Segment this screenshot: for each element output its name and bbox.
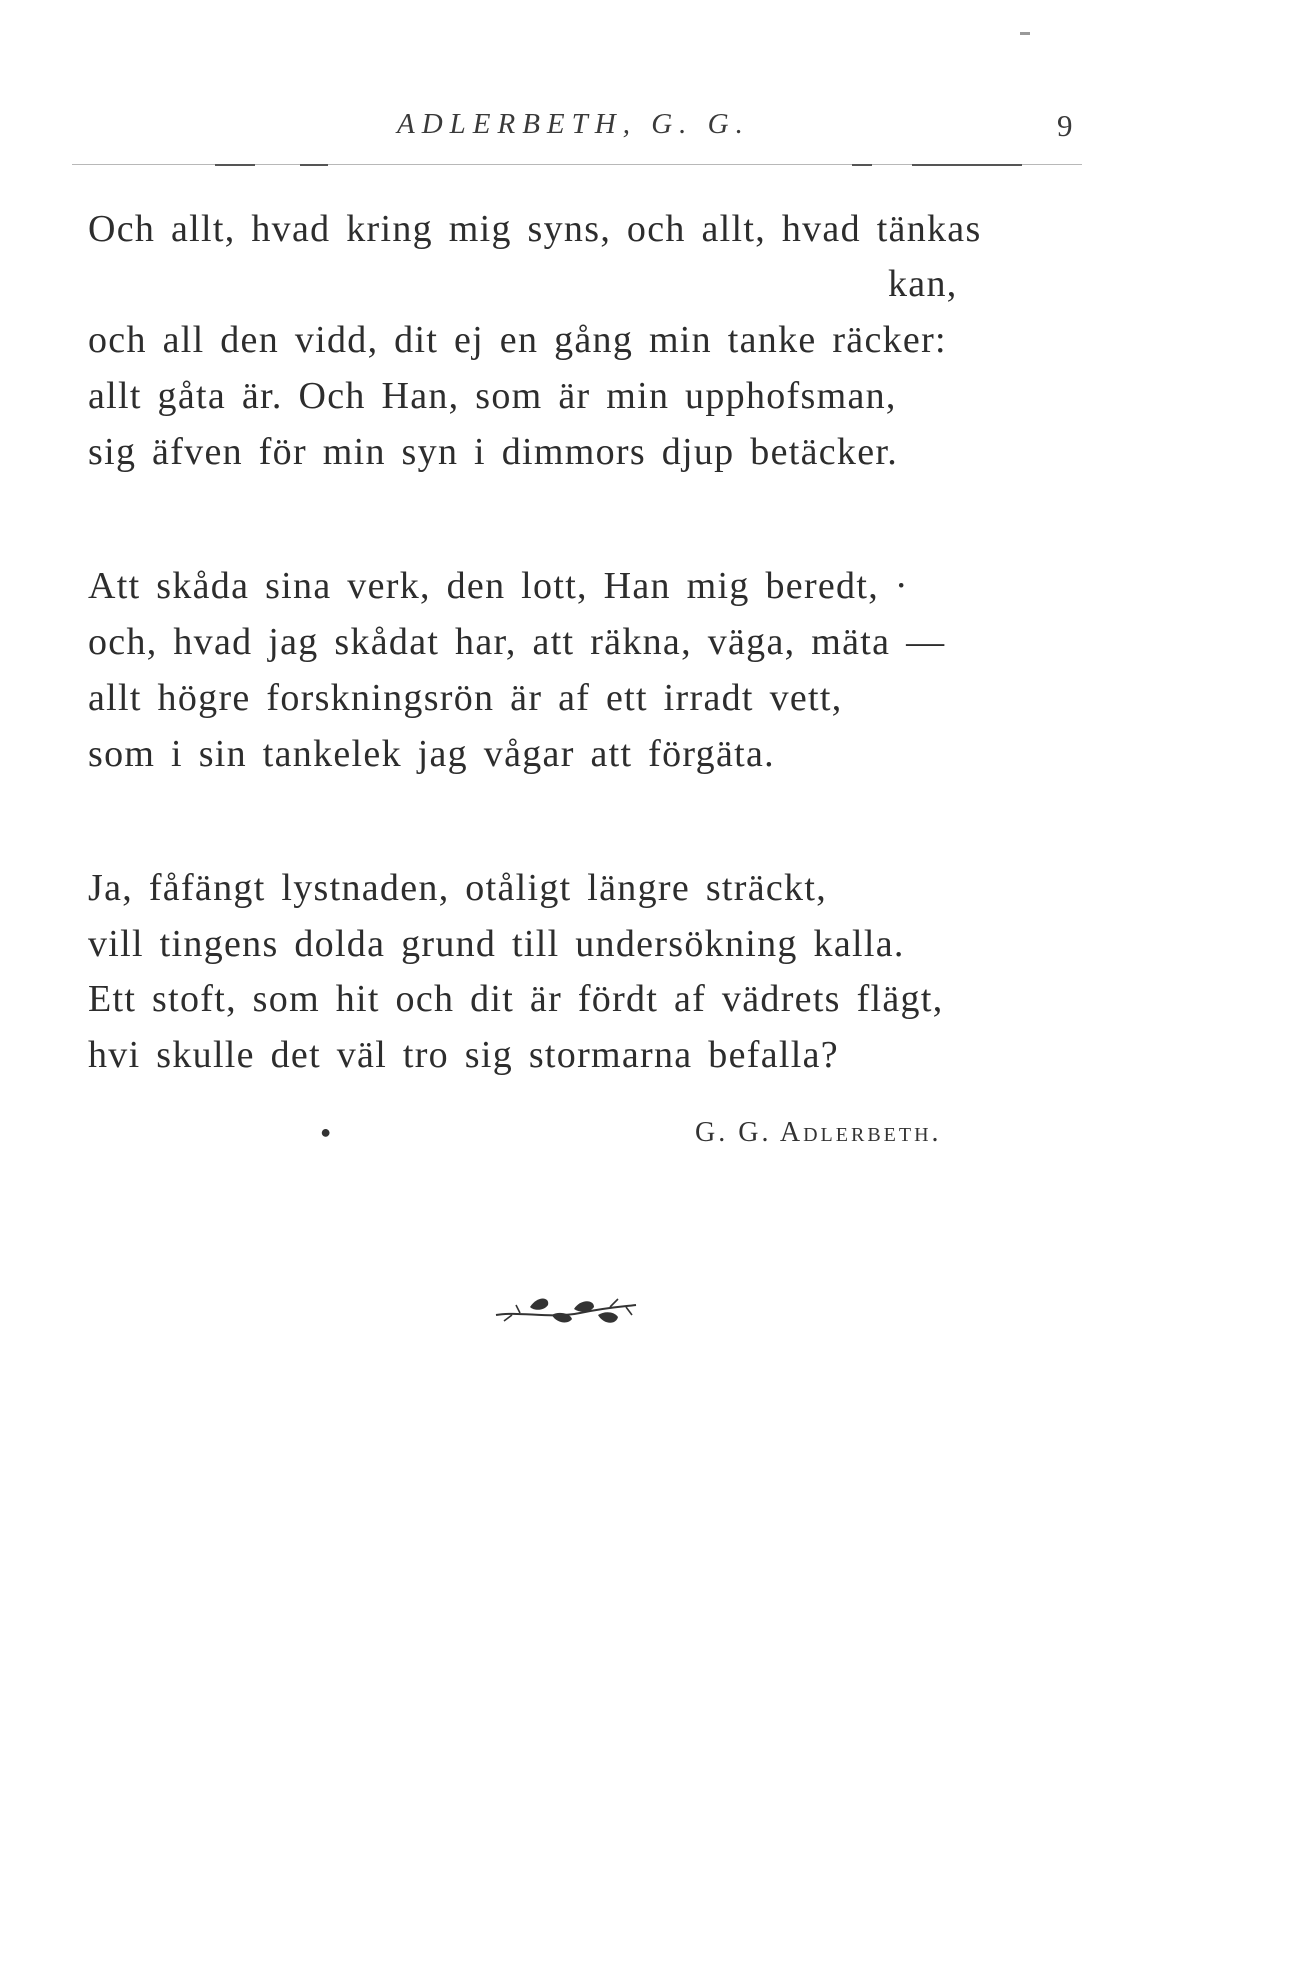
- header-rule-segment: [215, 164, 255, 166]
- leaf-vine-ornament-icon: [490, 1285, 640, 1335]
- header-rule-segment: [912, 164, 1022, 166]
- author-signature: G. G. Adlerbeth.: [695, 1117, 942, 1148]
- poem-line: som i sin tankelek jag vågar att förgäta.: [88, 733, 775, 775]
- ink-mark: ●: [315, 1120, 335, 1144]
- poem-line: Ett stoft, som hit och dit är fördt af vädrets flägt,: [88, 978, 944, 1020]
- poem-line: och, hvad jag skådat har, att räkna, väga, mäta —: [88, 621, 946, 663]
- poem-line: allt gåta är. Och Han, som är min upphofsman,: [88, 375, 897, 417]
- poem-line: allt högre forskningsrön är af ett irradt vett,: [88, 677, 843, 719]
- poem-line: sig äfven för min syn i dimmors djup betäcker.: [88, 431, 899, 473]
- poem-line: och all den vidd, dit ej en gång min tanke räcker:: [88, 319, 947, 361]
- poem-line: Att skåda sina verk, den lott, Han mig beredt, ·: [88, 565, 909, 607]
- poem-line: Ja, fåfängt lystnaden, otåligt längre sträckt,: [88, 867, 828, 909]
- poem-line: Och allt, hvad kring mig syns, och allt, hvad tänkas: [88, 208, 982, 250]
- running-title: ADLERBETH, G. G.: [397, 108, 750, 140]
- header-rule-segment: [852, 164, 872, 166]
- poem-line: hvi skulle det väl tro sig stormarna befalla?: [88, 1034, 839, 1076]
- poem-line: vill tingens dolda grund till undersökning kalla.: [88, 923, 905, 965]
- page-number: 9: [1057, 108, 1073, 143]
- print-speck: [1020, 32, 1030, 35]
- header-rule-segment: [300, 164, 328, 166]
- running-head: [0, 108, 1300, 148]
- poem-line-continuation: kan,: [888, 263, 958, 305]
